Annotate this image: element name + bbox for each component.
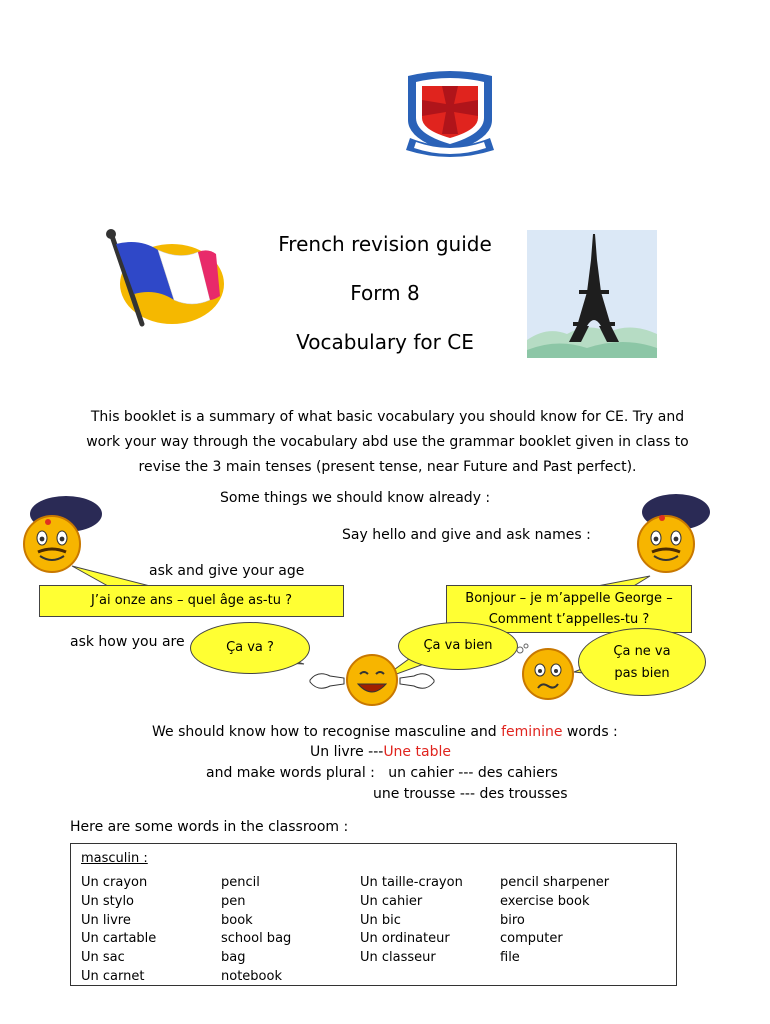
age-reply-bubble: J’ai onze ans – quel âge as-tu ? (39, 585, 344, 617)
smiley-happy-icon (304, 652, 440, 708)
list-item: Un livre (81, 912, 131, 928)
intro-line-2: work your way through the vocabulary abd use the grammar booklet given in class to (86, 434, 689, 450)
une-table-word: Une table (383, 744, 451, 760)
gender-line-2 (310, 744, 451, 760)
gender-line-1-post: words : (562, 724, 618, 740)
list-item: pen (221, 893, 246, 909)
list-item: school bag (221, 931, 292, 947)
vocab-col-4 (500, 874, 609, 968)
gender-line-2-pre: Un livre --- (310, 744, 384, 760)
ne-va-line-1: Ça ne va (613, 644, 671, 659)
gender-line-1 (152, 724, 618, 740)
intro-line-1: This booklet is a summary of what basic vocabulary you should know for CE. Try and (90, 409, 685, 425)
smiley-worried-icon (512, 640, 578, 702)
list-item: Un crayon (81, 875, 148, 890)
masculin-label: masculin : (81, 851, 148, 866)
george-line-2: Comment t’appelles-tu ? (488, 612, 650, 627)
george-line-1: Bonjour – je m’appelle George – (465, 591, 673, 606)
title-line-2: Form 8 (350, 281, 420, 305)
how-text: ask how you are (70, 634, 185, 650)
known-heading: Some things we should know already : (220, 490, 491, 506)
list-item: Un carnet (81, 968, 145, 984)
list-item: Un ordinateur (360, 931, 450, 947)
list-item: Un taille-crayon (360, 875, 463, 890)
plural-line-2: une trousse --- des trousses (373, 786, 568, 802)
gender-line-1-pre: We should know how to recognise masculine and (152, 724, 502, 740)
title-line-3: Vocabulary for CE (296, 330, 474, 354)
list-item: pencil sharpener (500, 875, 610, 890)
classroom-heading: Here are some words in the classroom : (70, 819, 349, 835)
list-item: Un classeur (360, 950, 436, 966)
vocab-col-1 (81, 874, 156, 987)
ne-va-line-2: pas bien (614, 666, 670, 681)
age-text: ask and give your age (149, 563, 305, 579)
intro-line-3: revise the 3 main tenses (present tense, near Future and Past perfect). (138, 459, 637, 475)
list-item: biro (500, 912, 525, 928)
plural-line-1: and make words plural : un cahier --- des cahiers (206, 765, 558, 781)
vocab-box (70, 843, 677, 986)
list-item: Un stylo (81, 893, 135, 909)
title-line-1: French revision guide (278, 232, 492, 256)
list-item: bag (221, 950, 246, 966)
list-item: pencil (221, 875, 260, 890)
list-item: exercise book (500, 893, 590, 909)
hello-text: Say hello and give and ask names : (342, 527, 591, 543)
ca-va-bien-bubble: Ça va bien (398, 622, 518, 670)
ca-va-bubble: Ça va ? (190, 622, 310, 674)
list-item: Un cahier (360, 893, 423, 909)
list-item: Un bic (360, 912, 401, 928)
feminine-word: feminine (501, 724, 563, 740)
list-item: file (500, 950, 520, 966)
list-item: computer (500, 931, 563, 947)
list-item: book (221, 912, 253, 928)
vocab-col-3 (360, 874, 463, 968)
ne-va-bubble (578, 628, 706, 696)
list-item: notebook (221, 968, 282, 984)
vocab-col-2 (221, 874, 291, 987)
list-item: Un sac (81, 950, 125, 966)
list-item: Un cartable (81, 931, 157, 947)
